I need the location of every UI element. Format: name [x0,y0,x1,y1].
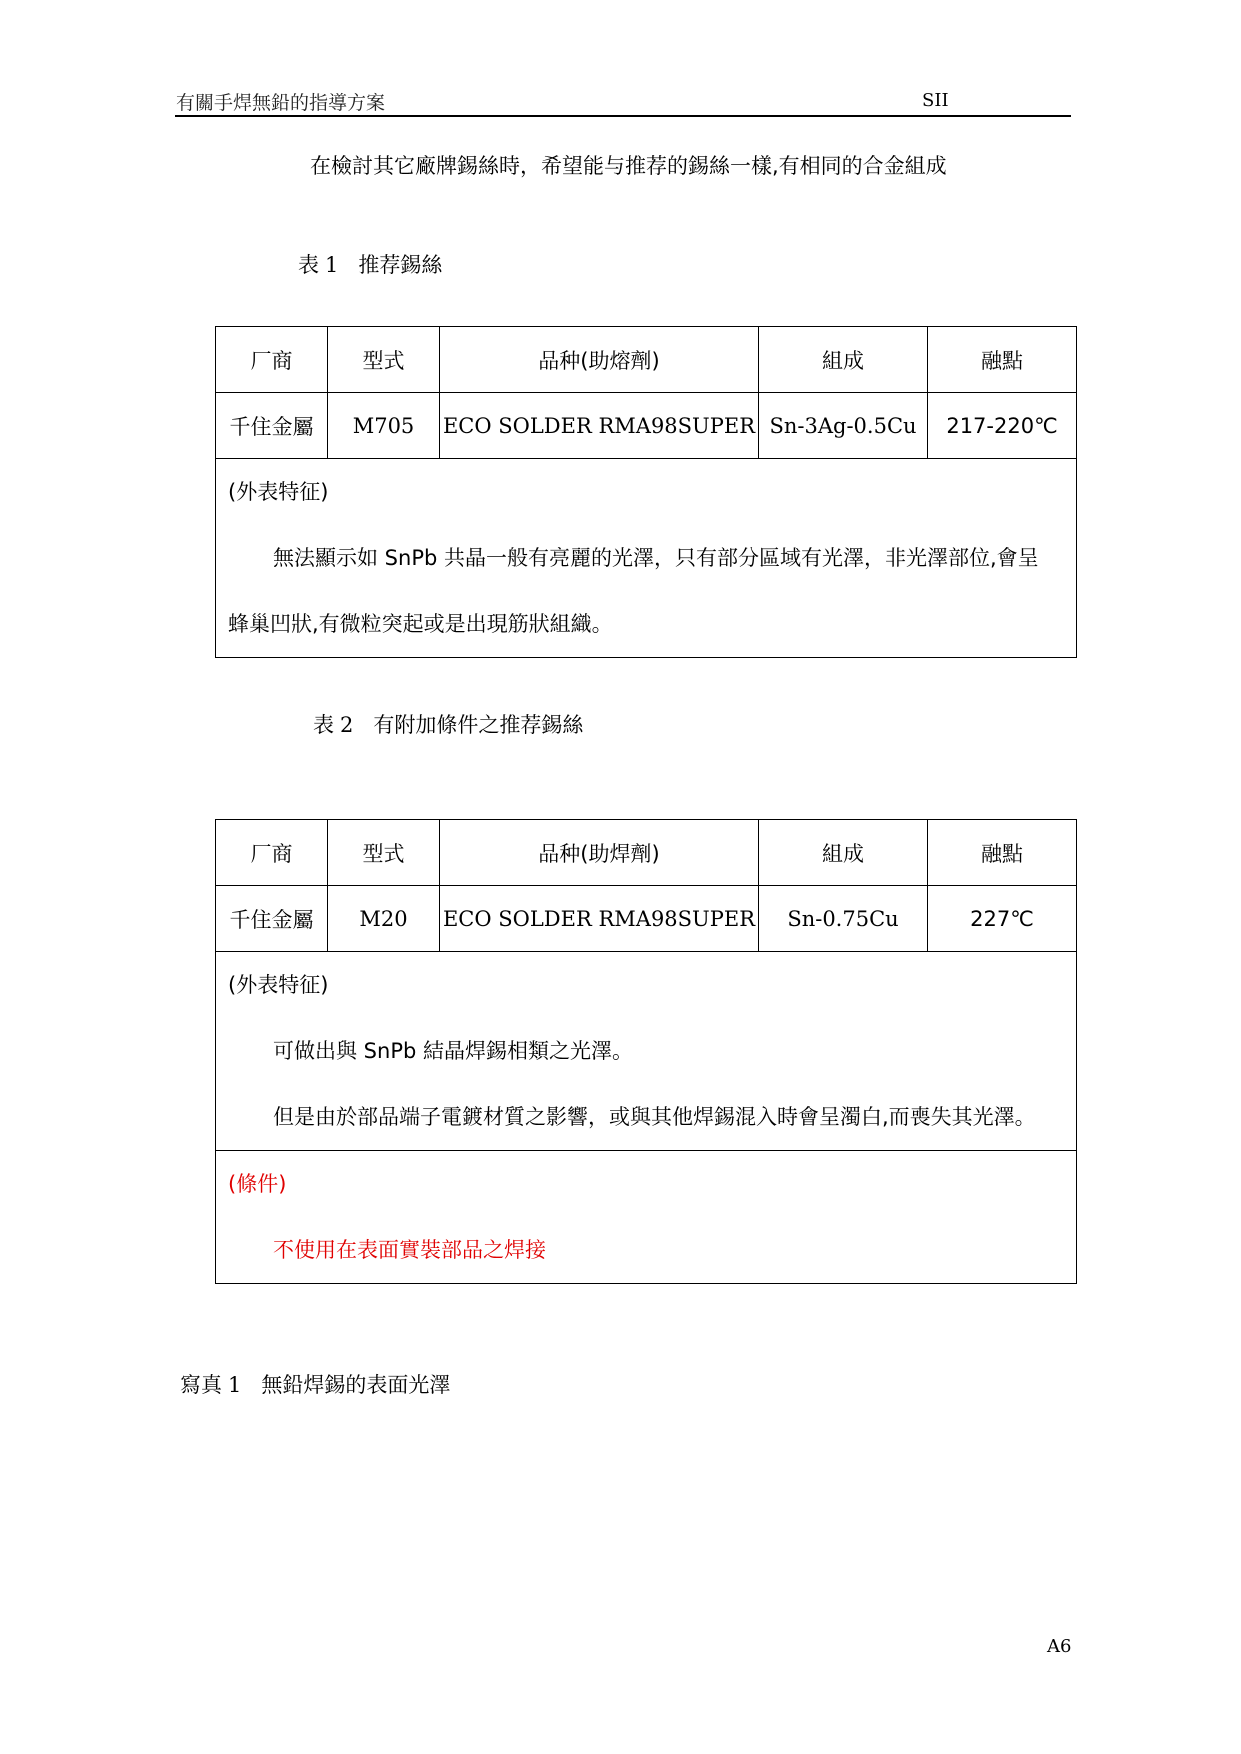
header-rule [175,115,1071,117]
table2-header-row [216,820,1077,886]
photo-caption [180,1369,450,1399]
table2-header-cell: 融點 [928,820,1077,886]
header-title: 有關手焊無鉛的指導方案 [176,92,386,114]
table1-header-cell: 型式 [328,327,440,393]
table2-note-line: 可做出與 SnPb 結晶焊錫相類之光澤。 [273,1039,633,1063]
table1-data-row [216,393,1077,459]
table2-condition-row [216,1151,1077,1284]
table1-caption [298,249,442,279]
table2-caption [313,709,583,739]
table1-cell-composition: Sn-3Ag-0.5Cu [759,393,928,459]
table2-cell-model: M20 [328,886,440,952]
table2-note-row [216,952,1077,1151]
table1-note-row [216,459,1077,658]
table1-caption-text: 推荐錫絲 [358,253,443,277]
table1-cell-type: ECO SOLDER RMA98SUPER [440,393,759,459]
table2-data-row [216,886,1077,952]
table1-header-row [216,327,1077,393]
table1-cell-maker: 千住金屬 [216,393,328,459]
table2-cell-type: ECO SOLDER RMA98SUPER [440,886,759,952]
table1-caption-label: 表 [298,253,319,277]
table1-caption-num: 1 [325,253,339,277]
table2-note-title: (外表特征) [228,973,329,997]
table2-header-cell: 品种(助焊劑) [440,820,759,886]
table2-condition-text: 不使用在表面實裝部品之焊接 [273,1238,546,1262]
table2-condition-cell [216,1151,1077,1284]
table1-note-cell [216,459,1077,658]
table1-note-title: (外表特征) [228,480,329,504]
table2-caption-num: 2 [340,713,354,737]
table2-cell-melting-point: 227℃ [928,886,1077,952]
header-code: SII [922,90,949,111]
table2-cell-composition: Sn-0.75Cu [759,886,928,952]
table1-header-cell: 厂商 [216,327,328,393]
table2-note-cell [216,952,1077,1151]
table1-note-line: 蜂巢凹狀,有微粒突起或是出現筋狀組織。 [228,612,613,636]
table1-cell-melting-point: 217-220℃ [928,393,1077,459]
table2-condition-title: (條件) [228,1172,287,1196]
photo-caption-num: 1 [228,1373,242,1397]
intro-text: 在檢討其它廠牌錫絲時，希望能与推荐的錫絲一樣,有相同的合金組成 [310,154,947,178]
table1 [215,326,1077,658]
page-number: A6 [1047,1636,1072,1657]
table1-header-cell: 組成 [759,327,928,393]
table1-note-line: 無法顯示如 SnPb 共晶一般有亮麗的光澤，只有部分區域有光澤，非光澤部位,會呈 [273,546,1039,570]
table2-caption-label: 表 [313,713,334,737]
table2-caption-text: 有附加條件之推荐錫絲 [373,713,584,737]
photo-caption-text: 無鉛焊錫的表面光澤 [261,1373,451,1397]
photo-caption-label: 寫真 [180,1373,222,1397]
table2-header-cell: 型式 [328,820,440,886]
table2-header-cell: 組成 [759,820,928,886]
table2-header-cell: 厂商 [216,820,328,886]
table1-header-cell: 品种(助熔劑) [440,327,759,393]
table1-cell-model: M705 [328,393,440,459]
table2-note-line: 但是由於部品端子電鍍材質之影響，或與其他焊錫混入時會呈濁白,而喪失其光澤。 [273,1105,1036,1129]
table2-cell-maker: 千住金屬 [216,886,328,952]
table2 [215,819,1077,1284]
table1-header-cell: 融點 [928,327,1077,393]
